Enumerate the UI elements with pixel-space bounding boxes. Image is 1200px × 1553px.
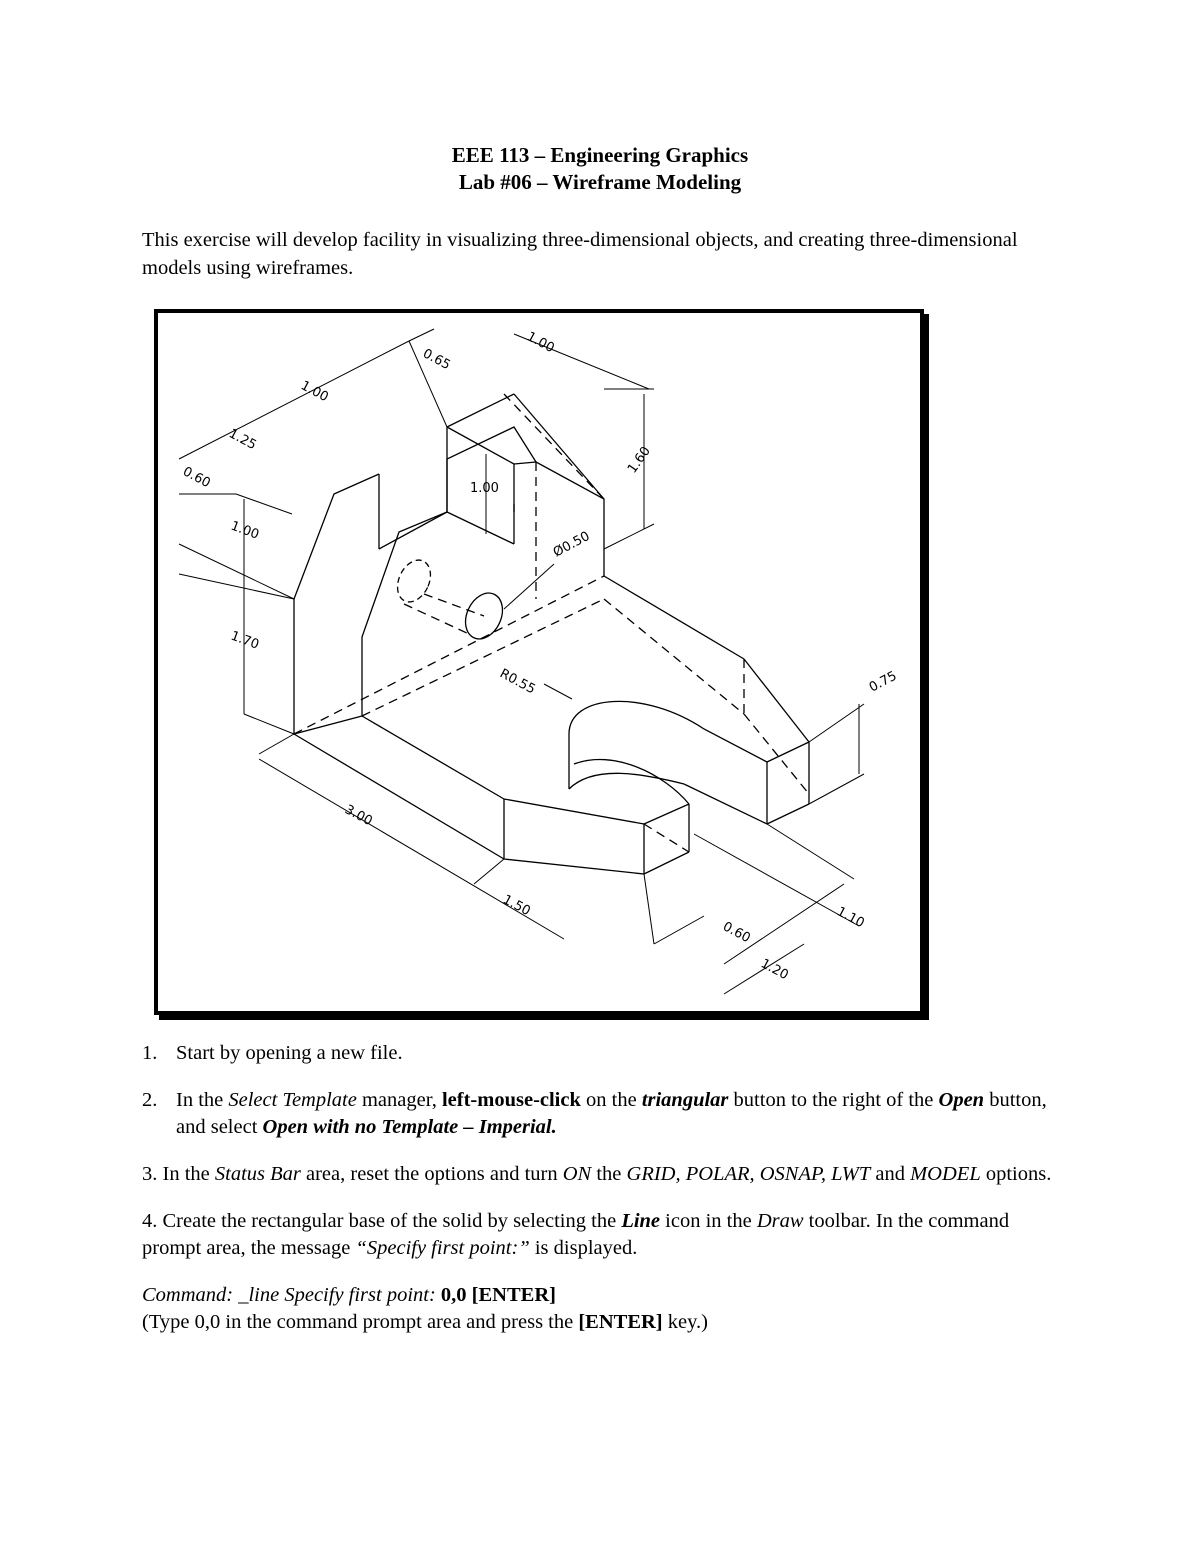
command-line — [142, 1282, 1072, 1309]
italic-run: Select Template — [228, 1089, 357, 1111]
text-run: options. — [980, 1163, 1052, 1185]
text-run: icon in the — [660, 1210, 757, 1232]
text-run: In the — [176, 1089, 229, 1111]
text-run: and — [870, 1163, 911, 1185]
bold-run: [ENTER] — [578, 1311, 663, 1333]
dim-1-00-top: 1.00 — [524, 329, 557, 357]
text-run: the — [591, 1163, 627, 1185]
italic-run: Draw — [756, 1210, 804, 1232]
text-run: Create the rectangular base of the solid by selecting the — [157, 1210, 622, 1232]
bold-run: left-mouse-click — [441, 1089, 581, 1111]
intro-paragraph: This exercise will develop facility in visualizing three-dimensional objects, and creating three-dimensional models using wireframes. — [142, 229, 1018, 279]
dim-0-75: 0.75 — [866, 668, 900, 696]
dim-1-50: 1.50 — [500, 892, 533, 920]
dim-1-20: 1.20 — [758, 956, 791, 984]
isometric-drawing — [158, 313, 920, 1011]
dimension-lines — [179, 329, 864, 994]
italic-run: ON — [562, 1163, 592, 1185]
text-run: manager, — [356, 1089, 442, 1111]
italic-run: GRID, POLAR, OSNAP, LWT — [626, 1163, 871, 1185]
bold-italic-run: triangular — [641, 1089, 729, 1111]
italic-run: MODEL — [910, 1163, 981, 1185]
dim-0-65: 0.65 — [420, 346, 453, 374]
command-note — [142, 1309, 1072, 1336]
step-3 — [142, 1161, 1072, 1188]
dim-1-10: 1.10 — [834, 904, 867, 932]
text-run: . — [551, 1116, 557, 1138]
dim-0-50: Ø0.50 — [550, 528, 593, 561]
step-number: 4. — [142, 1210, 158, 1232]
text-run: button, and select — [176, 1089, 1047, 1138]
text-run: button to the right of the — [728, 1089, 939, 1111]
dim-1-70: 1.70 — [228, 628, 261, 653]
instruction-steps — [142, 1040, 1072, 1336]
bold-italic-run: Open — [938, 1089, 985, 1111]
dim-1-00-left: 1.00 — [298, 378, 331, 406]
dim-0-60-bottom: 0.60 — [720, 919, 753, 947]
dim-1-00-side: 1.00 — [228, 518, 261, 543]
text-run: area, reset the options and turn — [300, 1163, 563, 1185]
step-number: 1. — [142, 1042, 158, 1064]
italic-run: “Specify first point:” — [355, 1237, 530, 1259]
bold-italic-run: Open with no Template – Imperial — [262, 1116, 552, 1138]
dim-1-25: 1.25 — [226, 426, 259, 454]
command-input: 0,0 [ENTER] — [435, 1284, 556, 1306]
dimension-labels — [180, 329, 899, 983]
wireframe-figure — [154, 309, 924, 1015]
text-run: on the — [580, 1089, 642, 1111]
hidden-lines — [294, 394, 809, 852]
bold-italic-run: Line — [621, 1210, 661, 1232]
dim-3-00: 3.00 — [342, 802, 375, 830]
dim-1-60: 1.60 — [624, 443, 654, 477]
dim-r0-55: R0.55 — [497, 666, 538, 698]
step-number: 2. — [142, 1089, 158, 1111]
step-1 — [142, 1040, 1072, 1067]
lab-title: Lab #06 – Wireframe Modeling — [458, 170, 742, 194]
text-run: is displayed. — [529, 1237, 638, 1259]
text-run: key.) — [662, 1311, 708, 1333]
document-header — [0, 142, 1200, 196]
dim-0-60-left: 0.60 — [180, 464, 213, 492]
text-run: toolbar. In the command prompt area, the message — [142, 1210, 1010, 1259]
italic-run: Status Bar — [214, 1163, 301, 1185]
step-4 — [142, 1208, 1072, 1262]
step-number: 3. — [142, 1163, 158, 1185]
dim-1-00-slot: 1.00 — [470, 481, 499, 496]
step-text: Start by opening a new file. — [176, 1042, 403, 1064]
command-prompt-text: Command: _line Specify first point: — [142, 1284, 436, 1306]
course-title: EEE 113 – Engineering Graphics — [451, 143, 749, 167]
text-run: (Type 0,0 in the command prompt area and press the — [142, 1311, 579, 1333]
text-run: In the — [157, 1163, 215, 1185]
object-outline — [294, 394, 809, 874]
command-example — [142, 1282, 1072, 1336]
step-2 — [142, 1087, 1072, 1141]
